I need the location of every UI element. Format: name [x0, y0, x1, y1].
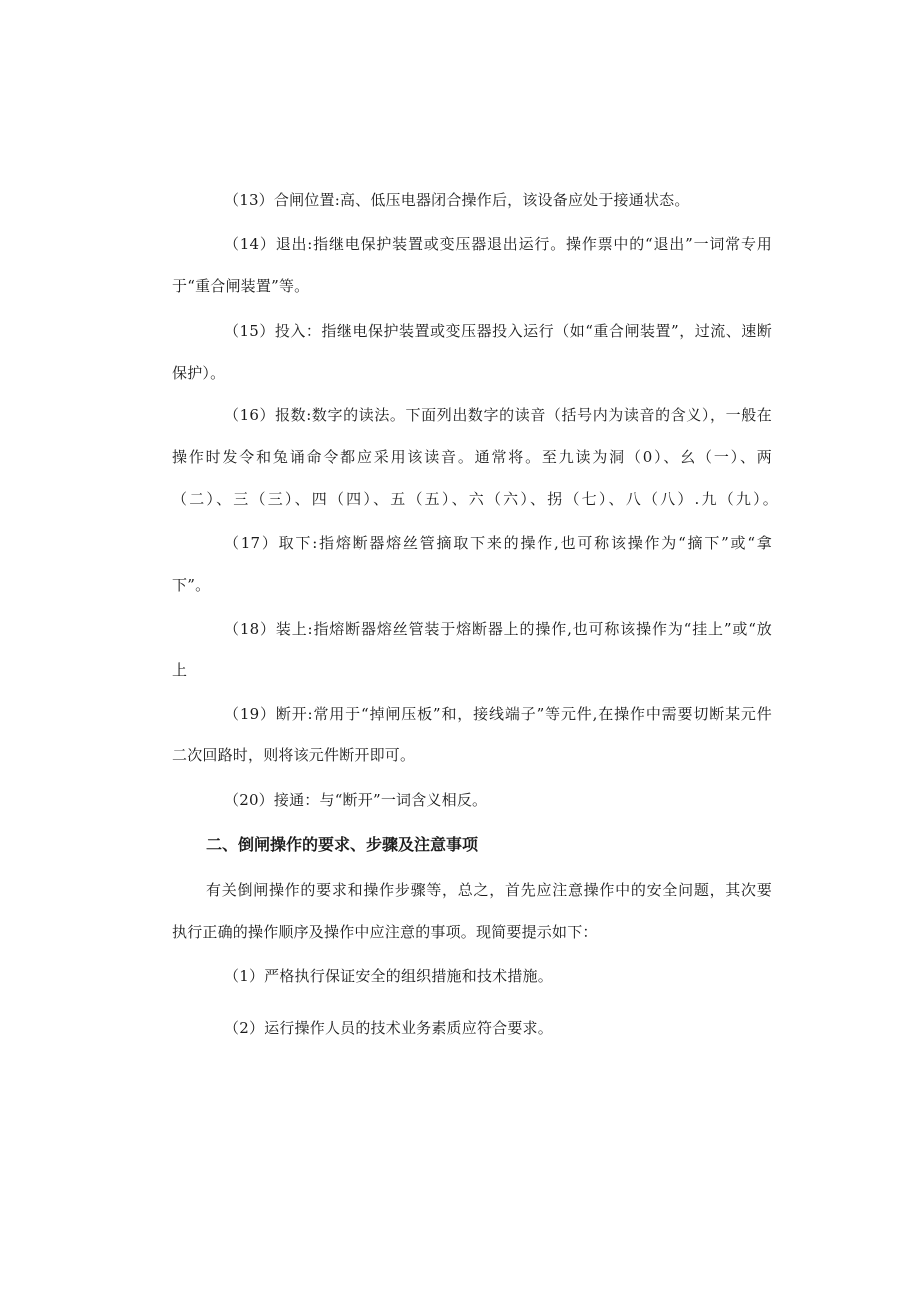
- definition-16-line-1: （16）报数:数字的读法。下面列出数字的读音（括号内为读音的含义），一般在: [224, 406, 772, 424]
- definition-17-line-1: （17）取下:指熔断器熔丝管摘取下来的操作,也可称该操作为“摘下”或“拿: [224, 534, 772, 552]
- definition-15-line-1: （15）投入：指继电保护装置或变压器投入运行（如“重合闸装置”，过流、速断: [224, 322, 772, 340]
- definition-14-line-1: （14）退出:指继电保护装置或变压器退出运行。操作票中的“退出”一词常专用: [224, 235, 772, 253]
- section-item-2: （2）运行操作人员的技术业务素质应符合要求。: [224, 1019, 553, 1037]
- section-intro-line-1: 有关倒闸操作的要求和操作步骤等，总之，首先应注意操作中的安全问题，其次要: [206, 881, 772, 899]
- section-item-1: （1）严格执行保证安全的组织措施和技术措施。: [224, 967, 553, 985]
- definition-16-line-2: 操作时发令和兔诵命令都应采用该读音。通常将。至九读为洞（0）、幺（一）、两: [172, 448, 772, 466]
- definition-19-line-2: 二次回路时，则将该元件断开即可。: [172, 746, 416, 764]
- definition-15-line-2: 保护）。: [172, 364, 226, 382]
- section-heading: 二、倒闸操作的要求、步骤及注意事项: [206, 835, 479, 854]
- definition-17-line-2: 下”。: [172, 576, 211, 594]
- definition-19-line-1: （19）断开:常用于“掉闸压板”和，接线端子”等元件,在操作中需要切断某元件: [224, 705, 772, 723]
- section-intro-line-2: 执行正确的操作顺序及操作中应注意的事项。现简要提示如下：: [172, 923, 598, 941]
- definition-13-line-1: （13）合闸位置:高、低压电器闭合操作后，该设备应处于接通状态。: [224, 191, 690, 209]
- definition-20-line-1: （20）接通：与“断开”一词含义相反。: [224, 791, 488, 809]
- definition-18-line-2: 上: [172, 661, 188, 679]
- definition-18-line-1: （18）装上:指熔断器熔丝管装于熔断器上的操作,也可称该操作为“挂上”或“放: [224, 620, 772, 638]
- definition-14-line-2: 于“重合闸装置”等。: [172, 277, 310, 295]
- definition-16-line-3: （二）、三（三）、四（四）、五（五）、六（六）、拐（七）、八（八）.九（九）。: [172, 490, 778, 508]
